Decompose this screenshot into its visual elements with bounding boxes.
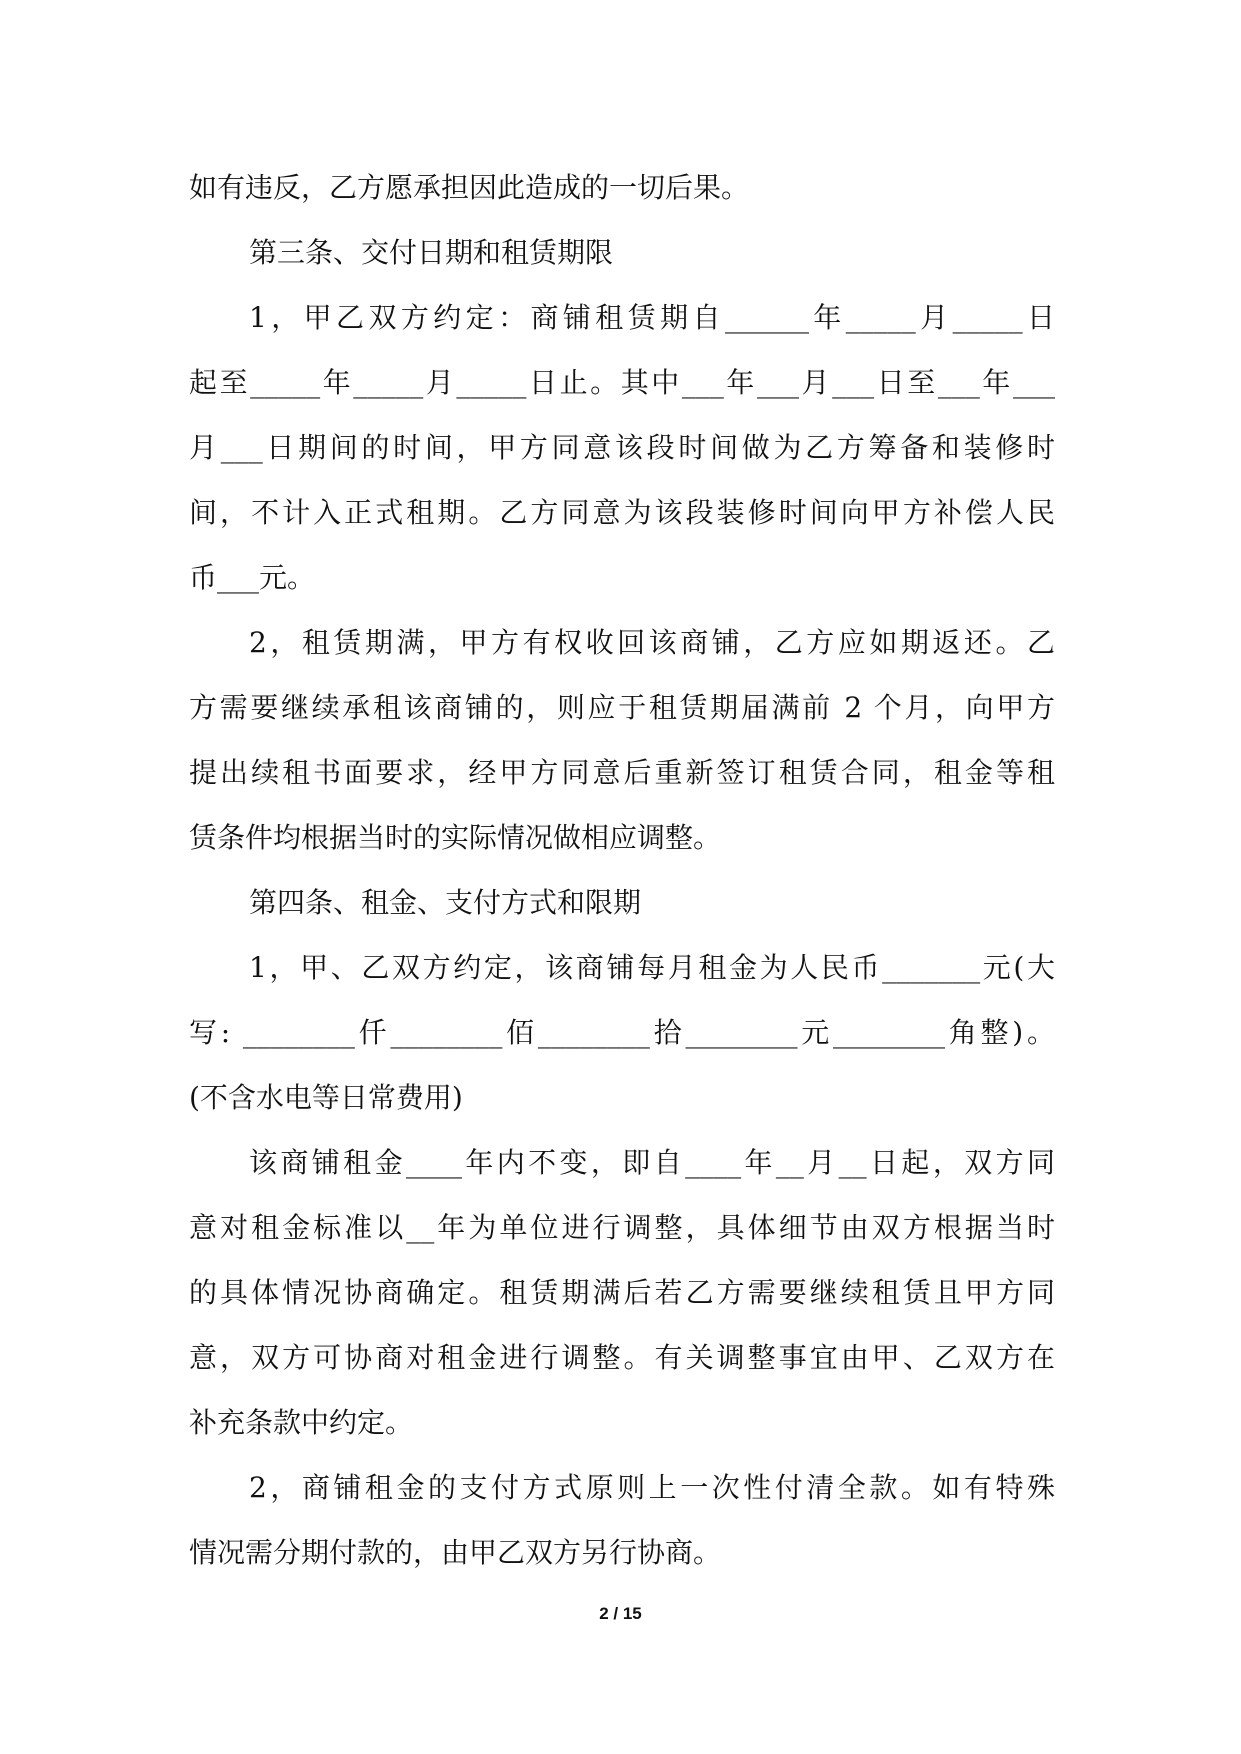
text-line: 间，不计入正式租期。乙方同意为该段装修时间向甲方补偿人民 [189,496,1055,529]
text-line: 2，租赁期满，甲方有权收回该商铺，乙方应如期返还。乙 [249,626,1055,659]
text-line: 1，甲、乙双方约定，该商铺每月租金为人民币_______元(大 [249,951,1055,984]
text-line: 意，双方可协商对租金进行调整。有关调整事宜由甲、乙双方在 [189,1341,1055,1374]
text-line: 如有违反，乙方愿承担因此造成的一切后果。 [189,171,750,204]
text-line: 赁条件均根据当时的实际情况做相应调整。 [189,821,722,854]
page-number: 2 / 15 [599,1604,642,1623]
text-line: 意对租金标准以__年为单位进行调整，具体细节由双方根据当时 [189,1211,1055,1244]
text-line: 月___日期间的时间，甲方同意该段时间做为乙方筹备和装修时 [189,431,1055,464]
text-line: 该商铺租金____年内不变，即自____年__月__日起，双方同 [249,1146,1055,1179]
text-line: 2，商铺租金的支付方式原则上一次性付清全款。如有特殊 [249,1471,1055,1504]
text-line: (不含水电等日常费用) [189,1081,463,1114]
text-line: 方需要继续承租该商铺的，则应于租赁期届满前 2 个月，向甲方 [189,691,1055,724]
text-line: 情况需分期付款的，由甲乙双方另行协商。 [189,1536,722,1569]
text-line: 写: ________仟________佰________拾________元________角整)。 [189,1016,1055,1049]
text-line: 的具体情况协商确定。租赁期满后若乙方需要继续租赁且甲方同 [189,1276,1055,1309]
text-line: 币___元。 [189,561,316,594]
section-heading: 第三条、交付日期和租赁期限 [249,236,614,269]
text-line: 补充条款中约定。 [189,1406,414,1439]
section-heading: 第四条、租金、支付方式和限期 [249,886,642,919]
text-line: 1，甲乙双方约定：商铺租赁期自______年_____月_____日 [249,301,1055,334]
document-body [189,155,1055,1585]
text-line: 起至_____年_____月_____日止。其中___年___月___日至___年___ [189,366,1055,399]
text-line: 提出续租书面要求，经甲方同意后重新签订租赁合同，租金等租 [189,756,1055,789]
